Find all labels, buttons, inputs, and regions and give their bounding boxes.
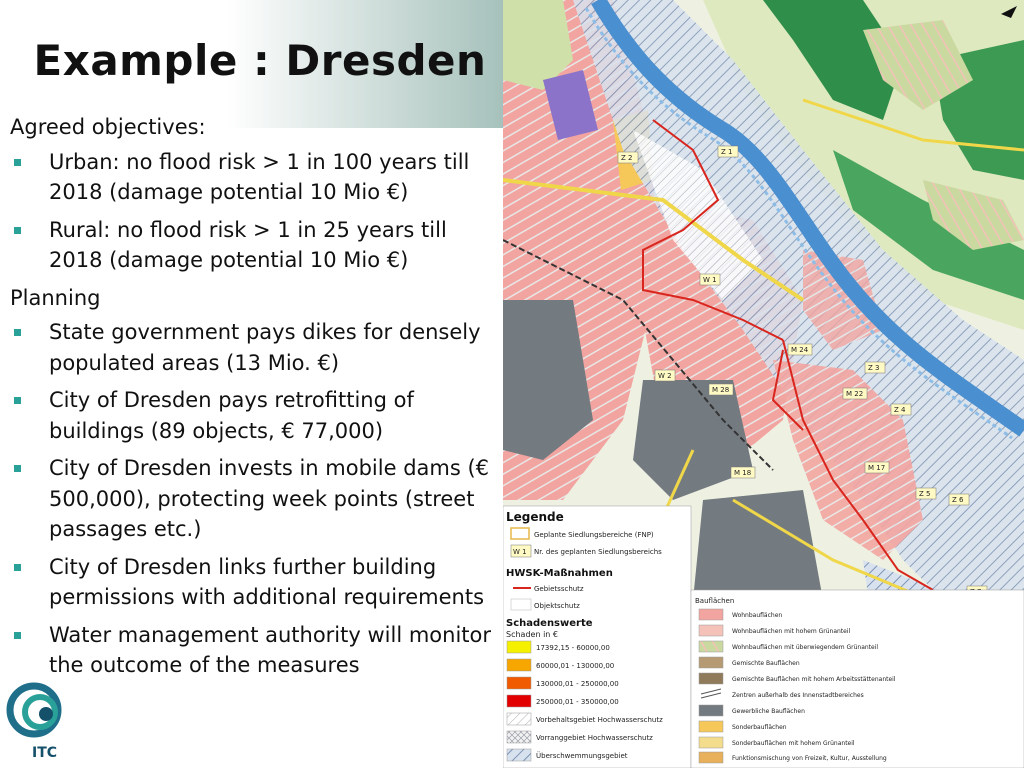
legend-entry: Geplante Siedlungsbereiche (FNP) — [534, 531, 654, 539]
landuse-title: Bauflächen — [695, 597, 735, 605]
bullet-item — [10, 552, 495, 613]
bullet-item — [10, 215, 495, 276]
slide-title: Example : Dresden — [33, 36, 487, 85]
bullet-icon — [14, 465, 21, 472]
zone-label-text: Z 2 — [621, 154, 633, 162]
legend-entry: Gebietsschutz — [534, 585, 584, 593]
zone-label-text: Z 4 — [894, 406, 906, 414]
zone-label-text: Z 5 — [919, 490, 931, 498]
zone-label-text: M 17 — [868, 464, 886, 472]
bullet-icon — [14, 329, 21, 336]
section-heading-objectives: Agreed objectives: — [10, 115, 206, 139]
zone-label-text: Z 1 — [721, 148, 733, 156]
bullet-item — [10, 147, 495, 208]
legend-entry: 130000,01 - 250000,00 — [536, 680, 619, 688]
bullet-item — [10, 317, 495, 378]
legend-section: HWSK-Maßnahmen — [506, 568, 613, 579]
bullet-item — [10, 453, 495, 545]
legend-entry: Vorranggebiet Hochwasserschutz — [536, 734, 653, 742]
legend-entry: 17392,15 - 60000,00 — [536, 644, 610, 652]
landuse-entry: Wohnbauflächen — [732, 612, 783, 619]
itc-logo — [6, 682, 78, 762]
legend-symbol: W 1 — [513, 548, 527, 556]
zone-label-text: M 22 — [846, 390, 864, 398]
slide-content — [10, 112, 495, 688]
legend-entry: Vorbehaltsgebiet Hochwasserschutz — [536, 716, 663, 724]
objectives-list — [10, 147, 495, 276]
legend-section: Schadenswerte — [506, 618, 593, 629]
zone-label-text: M 28 — [712, 386, 730, 394]
bullet-item — [10, 385, 495, 446]
landuse-entry: Gewerbliche Bauflächen — [732, 708, 805, 715]
legend-entry: Überschwemmungsgebiet — [536, 752, 628, 760]
bullet-icon — [14, 227, 21, 234]
landuse-entry: Wohnbauflächen mit hohem Grünanteil — [732, 628, 851, 635]
landuse-legend — [691, 590, 1024, 768]
legend-entry: Objektschutz — [534, 602, 580, 610]
bullet-text: City of Dresden invests in mobile dams (€ 500,000), protecting week points (street passages etc.) — [49, 456, 490, 541]
bullet-text: Water management authority will monitor the outcome of the measures — [49, 622, 491, 677]
dresden-flood-map — [503, 0, 1024, 768]
bullet-icon — [14, 159, 21, 166]
legend-subtitle: Schaden in € — [506, 630, 558, 639]
bullet-text: State government pays dikes for densely populated areas (13 Mio. €) — [49, 320, 481, 375]
landuse-entry: Sonderbauflächen — [732, 724, 787, 731]
legend-entry: 250000,01 - 350000,00 — [536, 698, 619, 706]
bullet-item — [10, 620, 495, 681]
bullet-icon — [14, 397, 21, 404]
bullet-text: City of Dresden links further building permissions with additional requirements — [49, 554, 485, 609]
zone-label-text: W 2 — [658, 372, 672, 380]
landuse-entry: Sonderbauflächen mit hohem Grünanteil — [732, 740, 855, 747]
bullet-icon — [14, 564, 21, 571]
bullet-icon — [14, 632, 21, 639]
legend-title: Legende — [506, 510, 564, 524]
legend-entry: 60000,01 - 130000,00 — [536, 662, 615, 670]
landuse-entry: Wohnbauflächen mit überwiegendem Grünanteil — [732, 644, 879, 651]
landuse-entry: Gemischte Bauflächen — [732, 660, 800, 667]
zone-label-text: Z 6 — [952, 496, 964, 504]
logo-text: ITC — [32, 745, 58, 761]
bullet-text: Rural: no flood risk > 1 in 25 years till 2018 (damage potential 10 Mio €) — [49, 217, 447, 272]
bullet-text: City of Dresden pays retrofitting of buildings (89 objects, € 77,000) — [49, 388, 414, 443]
section-heading-planning: Planning — [10, 285, 101, 310]
zone-label-text: Z 3 — [868, 364, 880, 372]
zone-label-text: M 18 — [734, 469, 752, 477]
bullet-text: Urban: no flood risk > 1 in 100 years till 2018 (damage potential 10 Mio €) — [49, 149, 470, 204]
legend-entry: Nr. des geplanten Siedlungsbereichs — [534, 548, 662, 556]
zone-label-text: M 24 — [791, 346, 809, 354]
landuse-entry: Zentren außerhalb des Innenstadtbereiches — [732, 692, 864, 699]
zone-label-text: W 1 — [703, 276, 717, 284]
map-legend — [503, 506, 691, 768]
planning-list — [10, 317, 495, 681]
landuse-entry: Gemischte Bauflächen mit hohem Arbeitsstättenanteil — [732, 676, 896, 683]
landuse-entry: Funktionsmischung von Freizeit, Kultur, Ausstellung — [732, 755, 887, 762]
